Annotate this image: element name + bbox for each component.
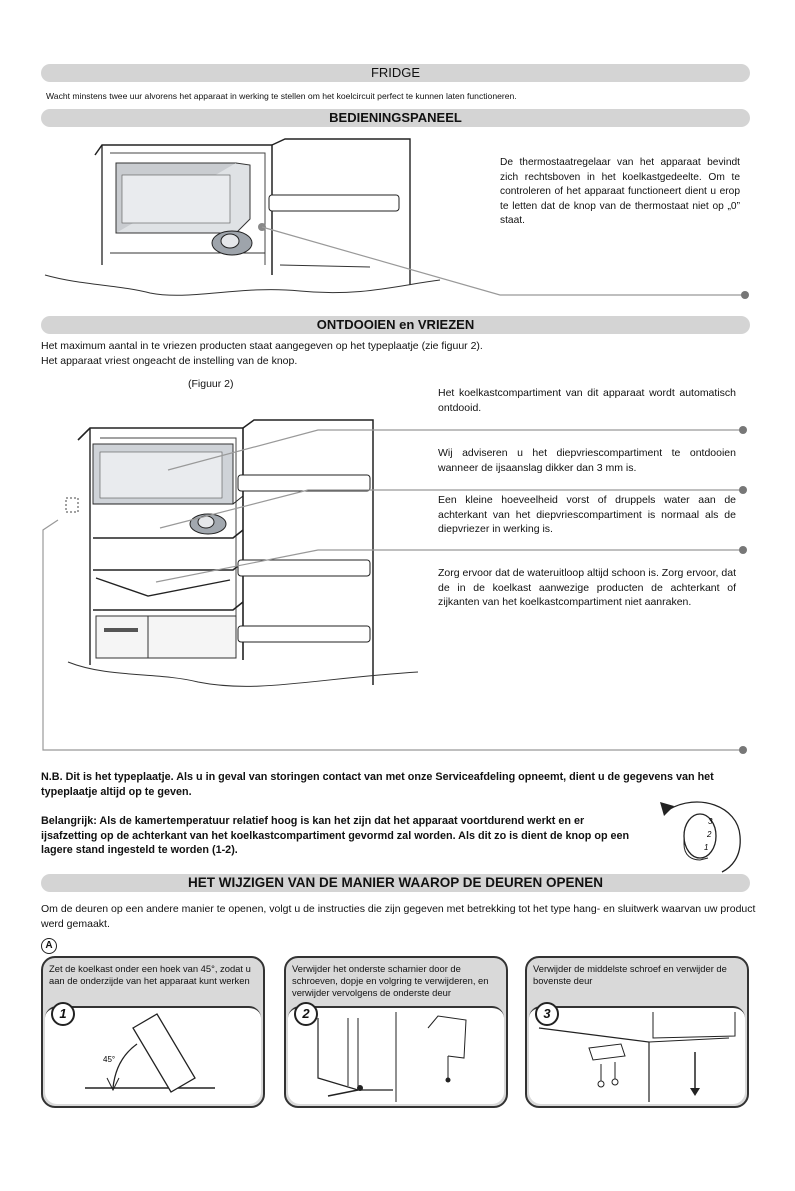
variant-badge (41, 938, 57, 954)
section3-intro: Om de deuren op een andere manier te openen, volgt u de instructies die zijn gegeven met betrekking tot het type hang- en sluitwerk waarvan uw product werd gemaakt. (41, 903, 756, 930)
rotate-arrow-icon (660, 802, 674, 816)
note-3: Een kleine hoeveelheid vorst of druppels water aan de achterkant van het diepvriescompartiment is normaal als de diepvriezer in werking is. (438, 494, 736, 535)
step-text: Verwijder het onderste scharnier door de schroeven, dopje en volgring te verwijderen, en verwijder vervolgens de onderste deur (292, 963, 489, 998)
middle-hinge-illustration (529, 1008, 745, 1102)
thermostat-knob-illustration (648, 796, 748, 876)
hinge-removal-illustration (288, 1008, 504, 1102)
step-number: 3 (535, 1002, 559, 1026)
knob-mark-1: 1 (704, 843, 709, 852)
note-4: Zorg ervoor dat de wateruitloop altijd schoon is. Zorg ervoor, dat de in de koelkast aanwezige producten de achterkant of zijkanten van het koelkastcompartiment niet aanraken. (438, 567, 736, 608)
belangrijk-text: Belangrijk: Als de kamertemperatuur relatief hoog is kan het zijn dat het apparaat voortdurend werkt en er ijsafzetting op de achterkant van het koelkastcompartiment gevormd zal worden. Als dit zo is dient de knop op een lagere stand ingesteld te worden (1-2). (41, 815, 630, 856)
step-text: Zet de koelkast onder een hoek van 45°, zodat u aan de onderzijde van het apparaat kunt werken (49, 963, 251, 986)
step-panel-1 (41, 956, 265, 1108)
section-bar-bedieningspaneel (41, 109, 750, 127)
step-illustration-area (288, 1006, 504, 1104)
knob-mark-2: 2 (707, 830, 712, 839)
step-number: 2 (294, 1002, 318, 1026)
section-bar-ontdooien (41, 316, 750, 334)
figure-label: (Figuur 2) (188, 378, 234, 390)
section-title: BEDIENINGSPANEEL (329, 110, 462, 125)
section-bar-deuren (41, 874, 750, 892)
step-panel-3 (525, 956, 749, 1108)
step-illustration-area (45, 1006, 261, 1104)
step-number: 1 (51, 1002, 75, 1026)
section2-line2: Het apparaat vriest ongeacht de instelling van de knop. (41, 355, 298, 367)
intro-text: Wacht minstens twee uur alvorens het apparaat in werking te stellen om het koelcircuit perfect te kunnen laten functioneren. (46, 91, 517, 101)
section1-text: De thermostaatregelaar van het apparaat bevindt zich rechtsboven in het koelkastgedeelte. Om te controleren of het apparaat functioneert dient u erop te letten dat de knop van de thermostaat niet op „0” staat. (500, 157, 740, 226)
fridge-header-bar (41, 64, 750, 82)
step-text: Verwijder de middelste schroef en verwijder de bovenste deur (533, 963, 727, 986)
section2-line1: Het maximum aantal in te vriezen producten staat aangegeven op het typeplaatje (zie figuur 2). (41, 340, 483, 352)
section-title: HET WIJZIGEN VAN DE MANIER WAAROP DE DEUREN OPENEN (187, 875, 604, 890)
down-arrow-icon (690, 1088, 700, 1096)
knob-mark-3: 3 (708, 817, 713, 826)
angle-label: 45° (103, 1055, 116, 1064)
tilted-fridge-illustration (45, 1008, 261, 1102)
fridge-header: FRIDGE (370, 65, 421, 80)
note-1: Het koelkastcompartiment van dit apparaat wordt automatisch ontdooid. (438, 387, 736, 414)
step-illustration-area (529, 1006, 745, 1104)
section-title: ONTDOOIEN en VRIEZEN (316, 317, 475, 332)
step-panel-2 (284, 956, 508, 1108)
note-2: Wij adviseren u het diepvriescompartiment te ontdooien wanneer de ijsaanslag dikker dan 3 mm is. (438, 447, 736, 474)
variant-label: A (45, 940, 53, 951)
nb-typeplaatje: N.B. Dit is het typeplaatje. Als u in geval van storingen contact van met onze Serviceafdeling opneemt, dient u de gegevens van het typeplaatje altijd op te geven. (41, 771, 714, 798)
